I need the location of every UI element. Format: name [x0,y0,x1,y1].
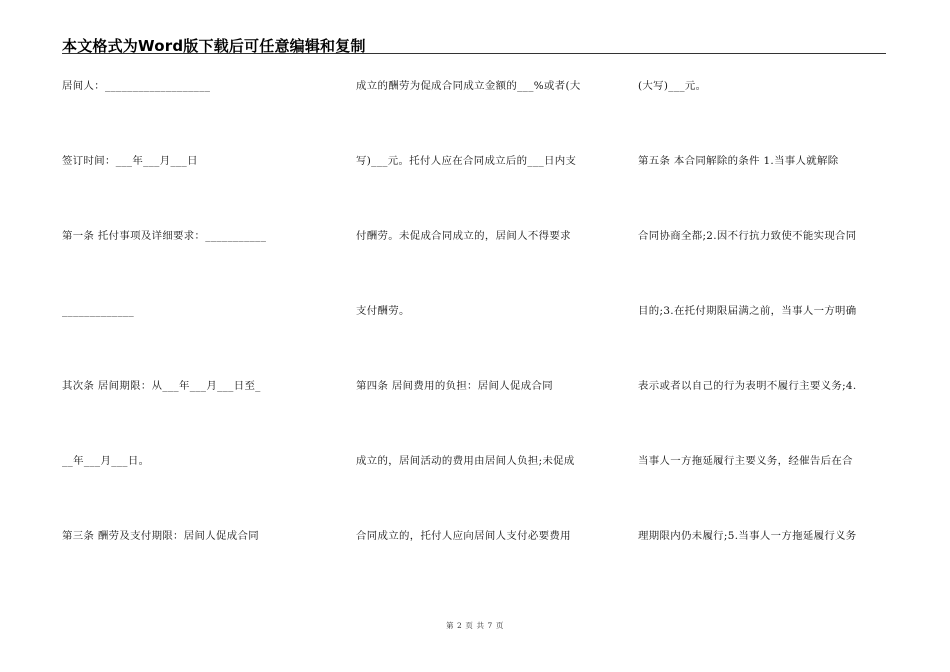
text-line: 付酬劳。未促成合同成立的，居间人不得要求 [356,230,571,242]
text-line: 居间人：___________________ [62,80,211,92]
text-line: 第五条 本合同解除的条件 1.当事人就解除 [638,155,839,167]
text-column-3 [638,0,888,672]
text-line: 合同成立的，托付人应向居间人支付必要费用 [356,530,571,542]
text-column-1 [62,0,324,672]
text-column-2 [356,0,612,672]
text-line: 当事人一方拖延履行主要义务，经催告后在合 [638,455,853,467]
page-number: 第 2 页 共 7 页 [445,621,505,630]
text-line: _____________ [62,305,135,317]
text-line: 第三条 酬劳及支付期限：居间人促成合同 [62,530,259,542]
text-line: 第四条 居间费用的负担：居间人促成合同 [356,380,553,392]
text-line: 签订时间：___年___月___日 [62,155,198,167]
text-line: 理期限内仍未履行;5.当事人一方拖延履行义务 [638,530,857,542]
text-line: 成立的酬劳为促成合同成立金额的___%或者(大 [356,80,581,92]
text-line: 目的;3.在托付期限届满之前，当事人一方明确 [638,305,857,317]
text-line: 支付酬劳。 [356,305,410,317]
text-line: 合同协商全都;2.因不行抗力致使不能实现合同 [638,230,857,242]
text-line: 第一条 托付事项及详细要求：___________ [62,230,267,242]
text-line: 表示或者以自己的行为表明不履行主要义务;4. [638,380,857,392]
text-line: __年___月___日。 [62,455,150,467]
header-title: 本文格式为Word版下载后可任意编辑和复制 [62,37,366,55]
text-line: (大写)___元。 [638,80,707,92]
text-line: 其次条 居间期限：从___年___月___日至_ [62,380,261,392]
text-line: 成立的，居间活动的费用由居间人负担;未促成 [356,455,575,467]
text-line: 写)___元。托付人应在合同成立后的___日内支 [356,155,577,167]
